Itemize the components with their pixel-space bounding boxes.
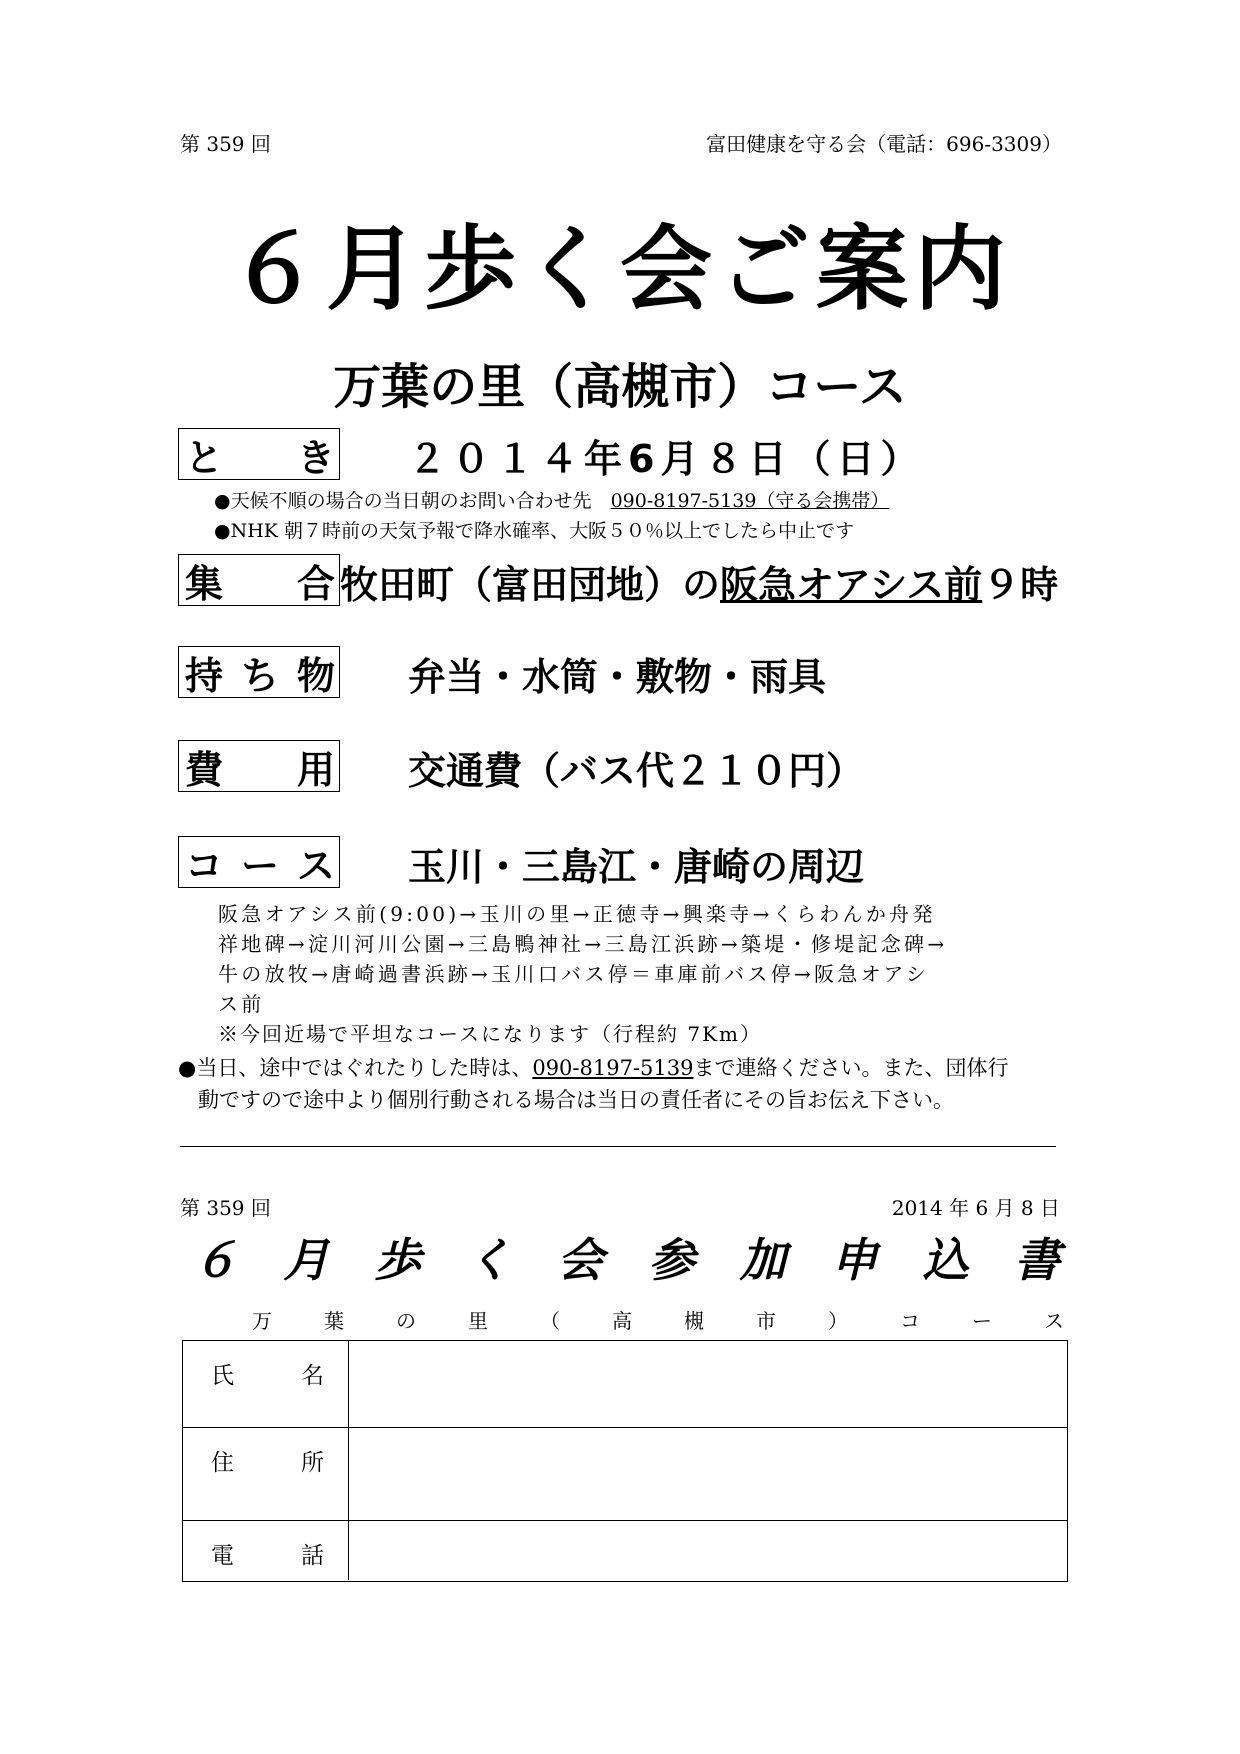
subtitle-char: ） — [828, 1309, 848, 1333]
title-char: 会 — [557, 1233, 604, 1287]
label-char: き — [296, 435, 335, 480]
label-meeting — [178, 554, 340, 606]
title-char: 書 — [1013, 1233, 1060, 1287]
label-char: 持 — [185, 653, 224, 698]
contact-notice-line1 — [178, 1052, 1009, 1082]
form-issue-number: 第 359 回 — [180, 1196, 271, 1220]
label-char: 費 — [185, 747, 224, 792]
label-char: 集 — [185, 561, 224, 606]
label-char: 合 — [296, 561, 335, 606]
form-date: 2014 年 6 月 8 日 — [891, 1196, 1060, 1220]
label-char: ち — [240, 653, 279, 698]
inquiry-phone: 090-8197-5139（守る会携帯） — [610, 490, 890, 512]
contact-notice-line2: 動ですので途中より個別行動される場合は当日の責任者にその旨お伝え下さい。 — [198, 1088, 954, 1112]
cost-value: 交通費（バス代２１０円） — [408, 749, 865, 793]
label-char: 所 — [301, 1450, 324, 1476]
phone-input-cell[interactable] — [349, 1521, 1067, 1580]
weather-inquiry-note — [214, 486, 889, 513]
meeting-point: 阪急オアシス前 — [720, 563, 983, 607]
subtitle-char: 市 — [756, 1309, 776, 1333]
label-char: 電 — [211, 1543, 234, 1569]
title-char: 歩 — [374, 1233, 421, 1287]
issue-number: 第 359 回 — [180, 132, 271, 156]
contact-phone: 090-8197-5139 — [532, 1056, 694, 1080]
route-line: 牛の放牧→唐崎過書浜跡→玉川口バス停＝車庫前バス停→阪急オアシ — [218, 962, 930, 986]
label-char: ス — [296, 843, 335, 888]
cut-line — [180, 1146, 1056, 1147]
subtitle-char: ー — [972, 1309, 992, 1333]
subtitle-char: 高 — [612, 1309, 632, 1333]
form-subtitle — [252, 1305, 1064, 1334]
meeting-time: ９時 — [982, 563, 1059, 607]
form-label-phone — [183, 1521, 349, 1580]
subtitle-char: 槻 — [684, 1309, 704, 1333]
title-char: 加 — [739, 1233, 786, 1287]
title-char: 申 — [831, 1233, 878, 1287]
subtitle-char: （ — [540, 1309, 560, 1333]
form-title — [192, 1224, 1060, 1290]
label-char: 話 — [301, 1543, 324, 1569]
meeting-place — [340, 554, 1058, 609]
page-subtitle: 万葉の里（高槻市）コース — [333, 359, 907, 415]
title-char: 月 — [283, 1233, 330, 1287]
label-char: 用 — [296, 747, 335, 792]
form-row-name — [183, 1341, 1067, 1428]
form-label-address — [183, 1428, 349, 1520]
subtitle-char: の — [396, 1309, 416, 1333]
contact-notice-text: ●当日、途中ではぐれたりした時は、 — [178, 1056, 533, 1080]
label-char: 住 — [211, 1450, 234, 1476]
address-input-cell[interactable] — [349, 1428, 1067, 1520]
label-char: ー — [240, 843, 279, 888]
label-char: 物 — [296, 653, 335, 698]
cancellation-note: ●NHK 朝７時前の天気予報で降水確率、大阪５０％以上でしたら中止です — [214, 520, 855, 542]
route-line: 阪急オアシス前(9:00)→玉川の里→正徳寺→興楽寺→くらわんか舟発 — [218, 902, 936, 926]
title-char: 参 — [648, 1233, 695, 1287]
organization-contact: 富田健康を守る会（電話：696-3309） — [706, 132, 1062, 156]
route-line: 祥地碑→淀川河川公園→三島鴨神社→三島江浜跡→築堤・修堤記念碑→ — [218, 932, 948, 956]
label-course — [178, 836, 340, 888]
label-char: 名 — [301, 1363, 324, 1389]
label-cost — [178, 740, 340, 792]
label-char: と — [185, 435, 224, 480]
contact-notice-text: まで連絡ください。また、団体行 — [693, 1056, 1009, 1080]
meeting-area: 牧田町（富田団地）の — [340, 563, 721, 607]
form-row-phone — [183, 1521, 1067, 1580]
registration-form — [182, 1340, 1068, 1582]
label-date — [178, 428, 340, 480]
course-value: 玉川・三島江・唐崎の周辺 — [408, 845, 865, 889]
event-date: ２０１４年6月８日（日） — [408, 437, 925, 481]
title-char: ６ — [192, 1233, 238, 1287]
label-char: コ — [185, 843, 224, 888]
route-line: ス前 — [218, 992, 265, 1016]
name-input-cell[interactable] — [349, 1341, 1067, 1427]
label-char: 氏 — [211, 1363, 234, 1389]
title-char: く — [465, 1233, 512, 1287]
subtitle-char: ス — [1044, 1309, 1064, 1333]
form-row-address — [183, 1428, 1067, 1521]
subtitle-char: 里 — [468, 1309, 488, 1333]
subtitle-char: コ — [900, 1309, 920, 1333]
page-title: ６月歩く会ご案内 — [227, 216, 1012, 323]
subtitle-char: 万 — [252, 1309, 272, 1333]
items-to-bring: 弁当・水筒・敷物・雨具 — [408, 655, 827, 699]
form-label-name — [183, 1341, 349, 1427]
label-items — [178, 646, 340, 698]
subtitle-char: 葉 — [324, 1309, 344, 1333]
weather-inquiry-text: ●天候不順の場合の当日朝のお問い合わせ先 — [214, 490, 611, 512]
route-distance-note: ※今回近場で平坦なコースになります（行程約 7Km） — [218, 1022, 762, 1046]
title-char: 込 — [922, 1233, 969, 1287]
